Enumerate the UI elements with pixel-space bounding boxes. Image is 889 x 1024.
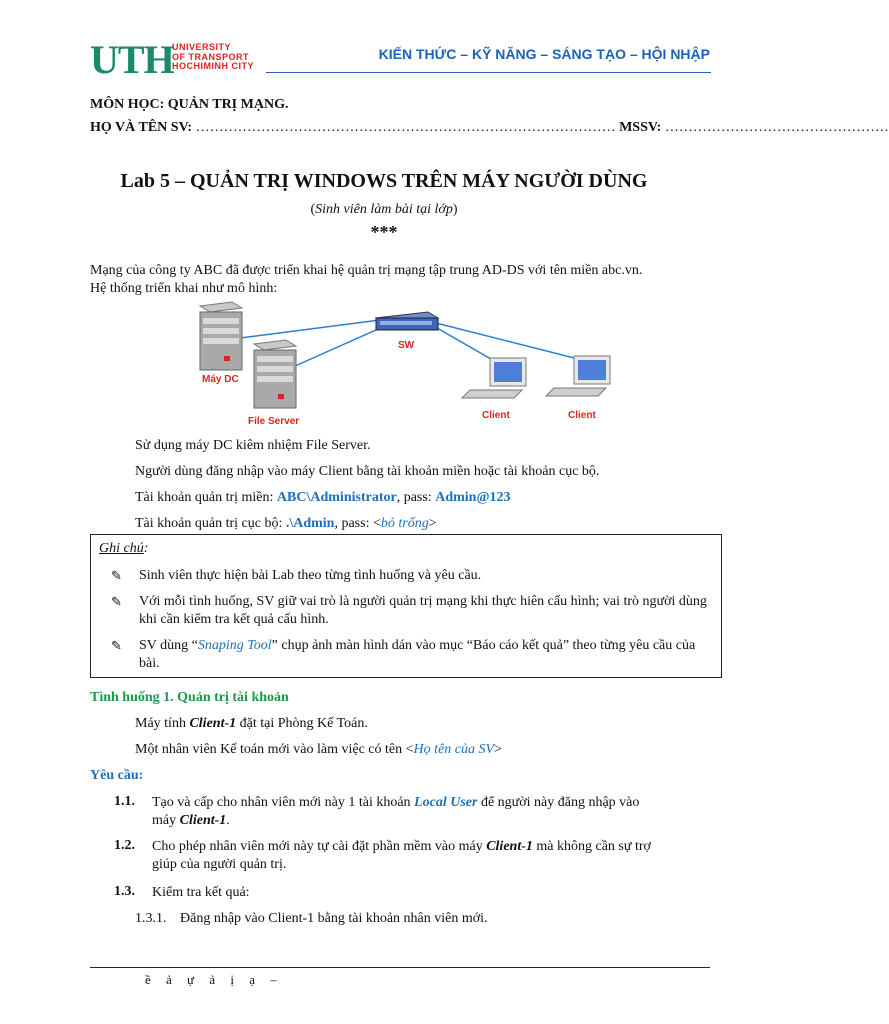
requirements-list: 1.1. Tạo và cấp cho nhân viên mới này 1 tài khoản Local User để người này đăng nhập vào máy Client-1. 1.2. Cho phép nhân viên mới này tự cài đặt phần mềm vào máy Client-1 mà không cần sự trợ giúp của người quản trị. 1.3. Kiểm tra kết quả: 1.3.1. Đăng nhập vào Client-1 bằng tài khoản nhân viên mới. [0, 794, 768, 934]
header-motto: KIẾN THỨC – KỸ NĂNG – SÁNG TẠO – HỘI NHẬP [378, 46, 710, 62]
sw-label: SW [398, 340, 415, 351]
link-sw-client2 [432, 322, 590, 362]
local-admin-account: .\Admin [285, 516, 335, 531]
subject-line: MÔN HỌC: QUẢN TRỊ MẠNG. [90, 97, 289, 112]
note-box: Ghi chú: ✎ Sinh viên thực hiện bài Lab theo từng tình huống và yêu cầu. ✎ Với mỗi tình huống, SV giữ vai trò là người quản trị mạng khi thực hiên cấu hình; vai trò người dùng khi cần kiểm tra kết quả cấu hình. ✎ SV dùng “Snaping Tool” chụp ảnh màn hình dán vào mục “Báo cáo kết quả” theo từng yêu cầu của bài. [90, 534, 722, 678]
student-label: HỌ VÀ TÊN SV: [90, 120, 193, 135]
footer-text: ề ả ự ả ị ạ – [145, 972, 283, 987]
fs-label: File Server [248, 416, 300, 427]
requirement-1-2: Cho phép nhân viên mới này tự cài đặt phần mềm vào máy Client-1 mà không cần sự trợ giúp của người quản trị. [152, 839, 651, 872]
pencil-arrow-icon: ✎ [111, 638, 122, 653]
client-1-icon [462, 358, 526, 398]
footer-divider [90, 967, 710, 968]
client-2-label: Client [568, 410, 596, 421]
stars-divider: *** [370, 222, 398, 242]
dc-server-icon [200, 302, 242, 370]
header-divider [266, 72, 711, 73]
requirement-1-3-1: Đăng nhập vào Client-1 bằng tài khoản nhân viên mới. [180, 911, 488, 926]
mssv-label: MSSV: [619, 120, 662, 135]
university-logo [90, 37, 266, 82]
subtitle-text: Sinh viên làm bài tại lớp [315, 202, 453, 217]
info-line-1: Sử dụng máy DC kiêm nhiệm File Server. [135, 438, 371, 453]
client-1-label: Client [482, 410, 510, 421]
domain-admin-account: ABC\Administrator [276, 490, 397, 505]
requirement-1-1: Tạo và cấp cho nhân viên mới này 1 tài khoản Local User để người này đăng nhập vào máy Client-1. [152, 795, 640, 828]
switch-icon [376, 312, 438, 330]
info-line-4: Tài khoản quản trị cục bộ: .\Admin, pass: <bỏ trống> [135, 516, 437, 531]
scenario-line-1: Máy tính Client-1 đặt tại Phòng Kế Toán. [135, 716, 368, 731]
client-2-icon [546, 356, 610, 396]
domain-admin-pass: Admin@123 [435, 490, 511, 505]
local-admin-pass: bỏ trống [380, 516, 429, 531]
student-blank: ……………………………………………………………………………… [195, 120, 616, 135]
mssv-blank: ………………………………………… [664, 120, 889, 135]
logo-subtitle: UNIVERSITY OF TRANSPORT HOCHIMINH CITY [172, 42, 254, 71]
student-line [90, 120, 889, 136]
info-line-3: Tài khoản quản trị miền: ABC\Administrator, pass: Admin@123 [135, 490, 511, 505]
requirement-1-3-1-num: 1.3.1. [135, 911, 167, 926]
logo-text: UTH [90, 37, 174, 82]
link-fs-sw [295, 326, 385, 366]
link-dc-sw [240, 320, 380, 338]
scenario-line-2: Một nhân viên Kế toán mới vào làm việc có tên <Họ tên của SV> [135, 742, 502, 757]
pencil-arrow-icon: ✎ [111, 594, 122, 609]
scenario-title: Tình huống 1. Quản trị tài khoản [90, 690, 289, 705]
intro-line-2: Hệ thống triển khai như mô hình: [90, 281, 278, 296]
requirements-title: Yêu cầu: [90, 768, 144, 783]
info-line-2: Người dùng đăng nhập vào máy Client bằng tài khoản miền hoặc tài khoản cục bộ. [135, 464, 600, 479]
pencil-arrow-icon: ✎ [111, 568, 122, 583]
lab-title: Lab 5 – QUẢN TRỊ WINDOWS TRÊN MÁY NGƯỜI DÙNG [120, 170, 648, 192]
intro-line-1: Mạng của công ty ABC đã được triển khai hệ quản trị mạng tập trung AD-DS với tên miền abc.vn. [90, 263, 643, 278]
note-title: Ghi chú: [99, 541, 149, 556]
requirement-1-3: Kiểm tra kết quả: [152, 885, 250, 900]
file-server-icon [254, 340, 296, 408]
dc-label: Máy DC [202, 374, 239, 385]
network-diagram [170, 298, 630, 428]
snipping-tool-name: Snaping Tool [197, 638, 272, 653]
lab-subtitle: (Sinh viên làm bài tại lớp) [310, 202, 458, 217]
